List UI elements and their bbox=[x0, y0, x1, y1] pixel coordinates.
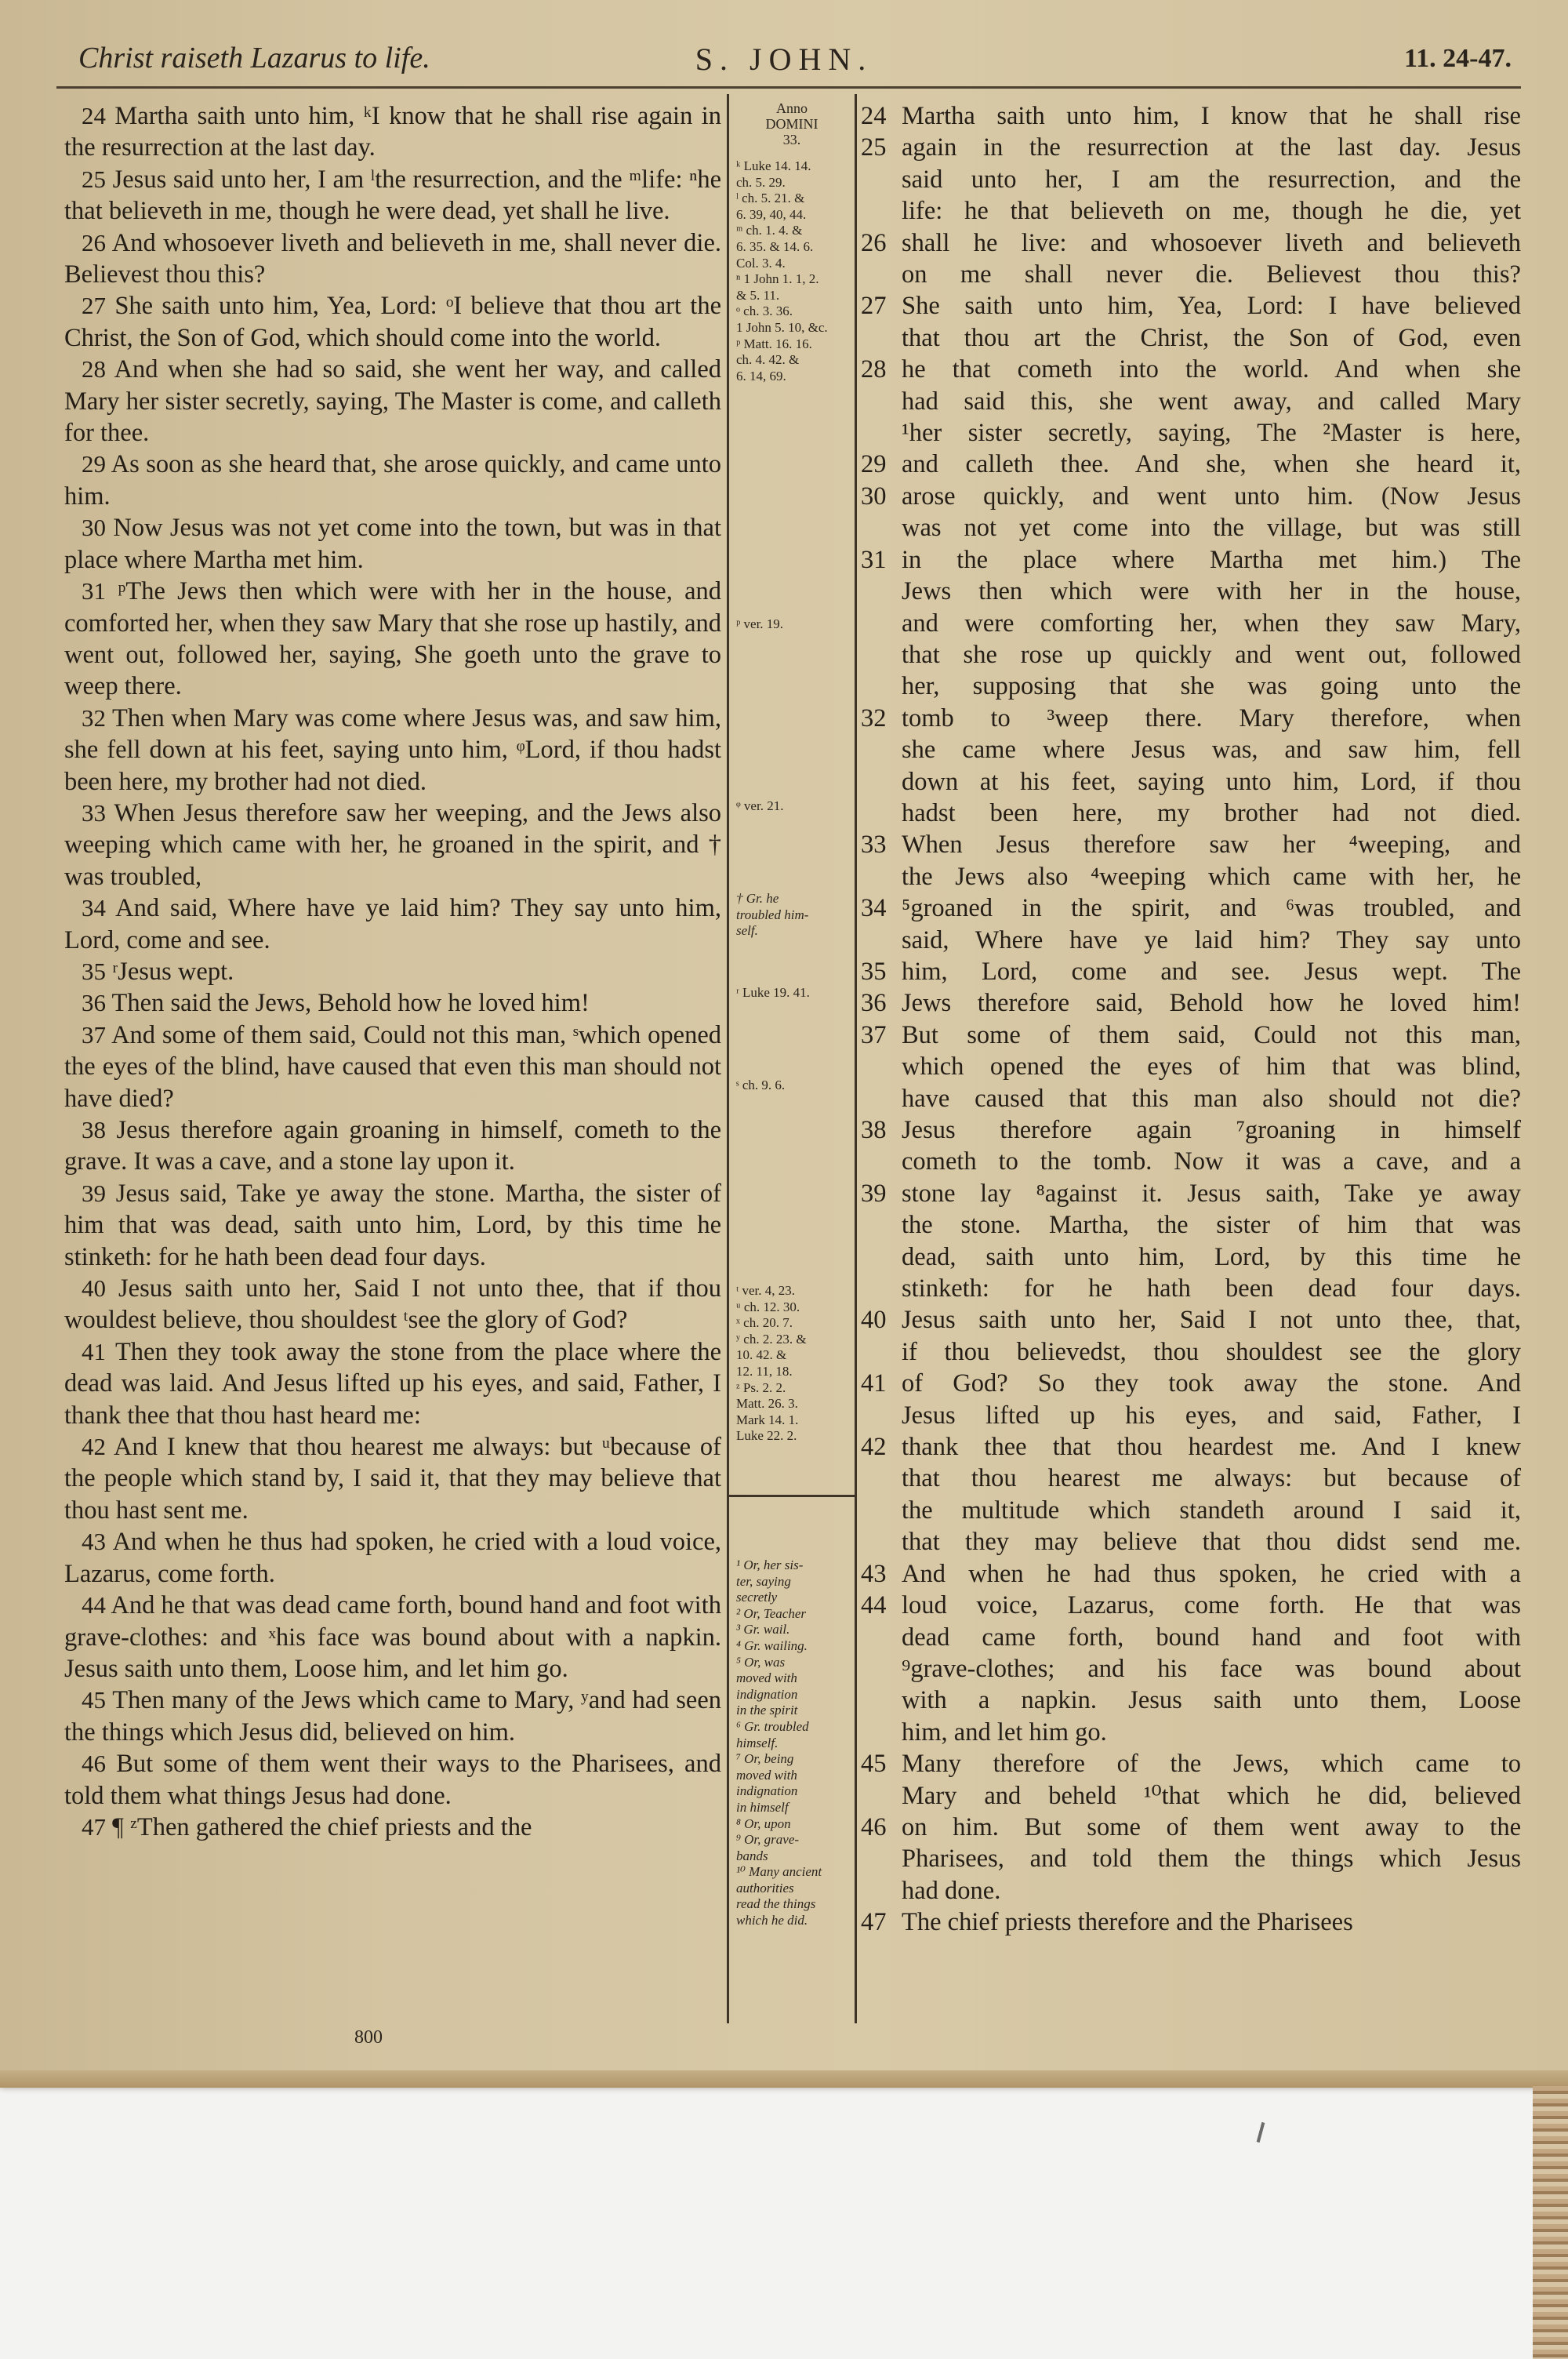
rv-line bbox=[861, 671, 1521, 702]
book-binding-edge bbox=[1533, 2086, 1568, 2359]
rv-line-text: him, and let him go. bbox=[902, 1717, 1107, 1747]
rv-line bbox=[861, 1114, 1521, 1146]
kjv-verse bbox=[64, 1526, 721, 1590]
verse-number: 37 bbox=[82, 1020, 106, 1049]
rv-line-text: him, Lord, come and see. Jesus wept. The bbox=[902, 957, 1521, 986]
rv-line-text: ¹her sister secretly, saying, The ²Master is here, bbox=[902, 419, 1521, 448]
verse-text: And whosoever liveth and believeth in me, shall never die. Believest thou this? bbox=[64, 228, 721, 289]
column-rule-left bbox=[727, 94, 729, 2023]
rv-line bbox=[861, 290, 1521, 322]
rv-line bbox=[861, 512, 1521, 543]
rv-line bbox=[861, 1622, 1521, 1653]
verse-number: 46 bbox=[82, 1750, 106, 1778]
verse-number: 27 bbox=[82, 292, 106, 320]
verse-text: Now Jesus was not yet come into the town, but was in that place where Martha met him. bbox=[64, 514, 721, 574]
verse-number: 42 bbox=[82, 1433, 106, 1461]
verse-number: 47 bbox=[82, 1812, 106, 1841]
kjv-verse bbox=[64, 1114, 721, 1178]
verse-text: But some of them went their ways to the Pharisees, and told them what things Jesus had done. bbox=[64, 1750, 721, 1810]
rv-verse-number: 37 bbox=[861, 1020, 887, 1049]
rv-line bbox=[861, 766, 1521, 798]
rv-line bbox=[861, 798, 1521, 829]
rv-verse-number: 39 bbox=[861, 1179, 887, 1208]
rv-line-text: had said this, she went away, and called Mary bbox=[902, 387, 1521, 416]
verse-number: 26 bbox=[82, 228, 106, 256]
verse-number: 36 bbox=[82, 989, 106, 1017]
rv-line-text: ⁵groaned in the spirit, and ⁶was troubled, and bbox=[902, 894, 1521, 923]
verse-number: 38 bbox=[82, 1116, 106, 1143]
header-rule bbox=[56, 86, 1521, 89]
verse-text: And when she had so said, she went her way, and called Mary her sister secretly, saying, The Master is come, and calleth for thee. bbox=[64, 355, 721, 448]
cross-reference-luke-19: ʳ Luke 19. 41. bbox=[736, 985, 810, 1000]
rv-line-text: Many therefore of the Jews, which came to bbox=[902, 1750, 1521, 1779]
verse-text: As soon as she heard that, she arose quickly, and came unto him. bbox=[64, 450, 721, 511]
rv-line-text: in the place where Martha met him.) The bbox=[902, 545, 1521, 574]
kjv-verse bbox=[64, 987, 721, 1019]
verse-text: Then when Mary was come where Jesus was, and saw him, she fell down at his feet, saying unto him, ᵠLord, if thou hadst been here, my brother had not died. bbox=[64, 703, 721, 796]
verse-number: 25 bbox=[82, 165, 106, 193]
rv-line bbox=[861, 861, 1521, 892]
verse-number: 34 bbox=[82, 894, 106, 922]
rv-line bbox=[861, 1146, 1521, 1177]
rv-line bbox=[861, 195, 1521, 227]
cross-reference-ver-21: ᵠ ver. 21. bbox=[736, 798, 784, 813]
margin-divider bbox=[729, 1495, 855, 1497]
page-edge bbox=[0, 2070, 1568, 2088]
rv-line-text: thank thee that thou heardest me. And I knew bbox=[902, 1433, 1521, 1462]
revised-version-column bbox=[861, 100, 1521, 1939]
kjv-verse bbox=[64, 449, 721, 512]
rv-line-text: he that cometh into the world. And when she bbox=[902, 355, 1521, 384]
rv-line bbox=[861, 608, 1521, 639]
verse-text: When Jesus therefore saw her weeping, and the Jews also weeping which came with her, he groaned in the spirit, and † was troubled, bbox=[64, 798, 721, 891]
rv-line bbox=[861, 1780, 1521, 1812]
rv-verse-number: 24 bbox=[861, 102, 887, 130]
greek-note: † Gr. he troubled him- self. bbox=[736, 891, 809, 939]
rv-line bbox=[861, 1273, 1521, 1304]
rv-line bbox=[861, 1685, 1521, 1716]
kjv-verse bbox=[64, 164, 721, 227]
rv-line bbox=[861, 1209, 1521, 1241]
verse-text: ᵖThe Jews then which were with her in the house, and comforted her, when they saw Mary that she rose up hastily, and went out, followed her, saying, She goeth unto the grave to weep there. bbox=[64, 577, 722, 701]
rv-line bbox=[861, 639, 1521, 671]
verse-number: 39 bbox=[82, 1179, 106, 1207]
kjv-verse bbox=[64, 1020, 721, 1114]
rv-line-text: hadst been here, my brother had not died. bbox=[902, 798, 1521, 827]
rv-line bbox=[861, 1020, 1521, 1051]
rv-line-text: have caused that this man also should not die? bbox=[902, 1084, 1521, 1113]
rv-line bbox=[861, 1336, 1521, 1368]
cross-reference-ver-19: ᵖ ver. 19. bbox=[736, 616, 784, 631]
kjv-verse bbox=[64, 227, 721, 291]
verse-text: ¶ ᶻThen gathered the chief priests and the bbox=[112, 1812, 532, 1841]
kjv-verse bbox=[64, 1748, 721, 1812]
verse-number: 35 bbox=[82, 957, 106, 985]
rv-line bbox=[861, 829, 1521, 860]
rv-line-text: and calleth thee. And she, when she heard it, bbox=[902, 450, 1521, 479]
verse-text: Jesus saith unto her, Said I not unto thee, that if thou wouldest believe, thou shouldest ᵗsee the glory of God? bbox=[64, 1274, 721, 1335]
rv-line-text: stone lay ⁸against it. Jesus saith, Take ye away bbox=[902, 1179, 1521, 1208]
rv-verse-number: 25 bbox=[861, 133, 887, 162]
verse-text: And when he thus had spoken, he cried with a loud voice, Lazarus, come forth. bbox=[64, 1528, 721, 1588]
rv-line bbox=[861, 703, 1521, 734]
rv-line bbox=[861, 132, 1521, 163]
rv-line-text: that thou art the Christ, the Son of God, even bbox=[902, 323, 1521, 352]
rv-verse-number: 31 bbox=[861, 545, 887, 574]
page-number: 800 bbox=[354, 2027, 383, 2048]
rv-line-text: Mary and beheld ¹⁰that which he did, believed bbox=[902, 1781, 1521, 1810]
cross-reference-ch-9: ˢ ch. 9. 6. bbox=[736, 1078, 786, 1092]
rv-line-text: of God? So they took away the stone. And bbox=[902, 1369, 1521, 1398]
verse-text: Then they took away the stone from the place where the dead was laid. And Jesus lifted up his eyes, and said, Father, I thank thee that thou hast heard me: bbox=[64, 1337, 722, 1430]
rv-verse-number: 40 bbox=[861, 1306, 887, 1335]
rv-line-text: the Jews also ⁴weeping which came with her, he bbox=[902, 862, 1521, 891]
rv-line bbox=[861, 1241, 1521, 1273]
kjv-verse bbox=[64, 1812, 721, 1843]
rv-line bbox=[861, 100, 1521, 132]
verse-text: She saith unto him, Yea, Lord: ᵒI believe that thou art the Christ, the Son of God, which should come into the world. bbox=[64, 292, 721, 352]
rv-line bbox=[861, 1748, 1521, 1779]
rv-line bbox=[861, 449, 1521, 480]
rv-line bbox=[861, 1812, 1521, 1843]
rv-line-text: shall he live: and whosoever liveth and believeth bbox=[902, 228, 1521, 257]
rv-line-text: dead came forth, bound hand and foot with bbox=[902, 1623, 1521, 1652]
kjv-verse bbox=[64, 892, 721, 956]
rv-line-text: cometh to the tomb. Now it was a cave, and a bbox=[902, 1147, 1521, 1176]
verse-number: 24 bbox=[82, 102, 106, 129]
rv-line-text: had done. bbox=[902, 1876, 1001, 1905]
rv-line-text: ⁹grave-clothes; and his face was bound about bbox=[902, 1654, 1521, 1683]
rv-line bbox=[861, 1083, 1521, 1114]
verse-number: 30 bbox=[82, 514, 106, 542]
rv-line-text: She saith unto him, Yea, Lord: I have believed bbox=[902, 292, 1521, 321]
rv-line-text: tomb to ³weep there. Mary therefore, when bbox=[902, 703, 1521, 732]
rv-line bbox=[861, 1558, 1521, 1590]
rv-line bbox=[861, 354, 1521, 385]
rv-line-text: Jesus therefore again ⁷groaning in himself bbox=[902, 1116, 1521, 1144]
kjv-verse bbox=[64, 1273, 721, 1336]
margin-column bbox=[733, 100, 851, 1928]
verse-text: Martha saith unto him, ᵏI know that he shall rise again in the resurrection at the last day. bbox=[64, 102, 721, 162]
rv-line-text: which opened the eyes of him that was blind, bbox=[902, 1052, 1521, 1081]
rv-verse-number: 26 bbox=[861, 228, 887, 257]
rv-line-text: on me shall never die. Believest thou this? bbox=[902, 260, 1521, 289]
verse-text: Then many of the Jews which came to Mary, ʸand had seen the things which Jesus did, believed on him. bbox=[64, 1686, 721, 1747]
anno-domini: Anno DOMINI 33. bbox=[765, 100, 818, 147]
rv-line-text: Jews therefore said, Behold how he loved him! bbox=[902, 989, 1521, 1018]
verse-number: 43 bbox=[82, 1528, 106, 1556]
rv-line bbox=[861, 259, 1521, 290]
rv-line-text: that thou hearest me always: but because of bbox=[902, 1464, 1521, 1493]
rv-line-text: life: he that believeth on me, though he die, yet bbox=[902, 197, 1521, 226]
rv-line-text: stinketh: for he hath been dead four days. bbox=[902, 1274, 1521, 1303]
rv-line bbox=[861, 1463, 1521, 1494]
rv-verse-number: 36 bbox=[861, 989, 887, 1018]
verse-number: 33 bbox=[82, 798, 106, 827]
rv-line-text: Jews then which were with her in the house, bbox=[902, 577, 1521, 606]
rv-verse-number: 34 bbox=[861, 894, 887, 923]
kjv-verse bbox=[64, 1685, 721, 1748]
rv-line-text: if thou believedst, thou shouldest see the glory bbox=[902, 1337, 1521, 1366]
verse-text: Jesus said, Take ye away the stone. Martha, the sister of him that was dead, saith unto him, Lord, by this time he stinketh: for he hath been dead four days. bbox=[64, 1179, 721, 1271]
rv-line-text: she came where Jesus was, and saw him, fell bbox=[902, 736, 1521, 765]
rv-line-text: Jesus saith unto her, Said I not unto thee, that, bbox=[902, 1306, 1521, 1335]
kjv-verse bbox=[64, 290, 721, 354]
rv-line bbox=[861, 1431, 1521, 1463]
rv-line bbox=[861, 164, 1521, 195]
rv-verse-number: 35 bbox=[861, 957, 887, 986]
rv-line bbox=[861, 576, 1521, 607]
rv-line bbox=[861, 1051, 1521, 1082]
verse-number: 40 bbox=[82, 1274, 106, 1303]
rv-verse-number: 41 bbox=[861, 1369, 887, 1398]
verse-number: 32 bbox=[82, 703, 106, 732]
rv-verse-number: 43 bbox=[861, 1559, 887, 1588]
rv-line-text: said, Where have ye laid him? They say unto bbox=[902, 925, 1521, 954]
rv-verse-number: 30 bbox=[861, 482, 887, 511]
rv-line-text: and were comforting her, when they saw Mary, bbox=[902, 609, 1521, 638]
rv-line bbox=[861, 956, 1521, 987]
verse-text: And he that was dead came forth, bound hand and foot with grave-clothes: and ˣhis face was bound about with a napkin. Jesus saith unto them, Loose him, and let him go. bbox=[64, 1591, 721, 1683]
rv-line bbox=[861, 925, 1521, 956]
rv-line-text: her, supposing that she was going unto the bbox=[902, 672, 1521, 701]
rv-line bbox=[861, 1906, 1521, 1938]
kjv-verse bbox=[64, 703, 721, 798]
verse-text: Jesus said unto her, I am ˡthe resurrection, and the ᵐlife: ⁿhe that believeth in me, though he were dead, yet shall he live. bbox=[64, 165, 721, 226]
verse-text: ʳJesus wept. bbox=[112, 957, 234, 986]
rv-line bbox=[861, 544, 1521, 576]
running-head-book: S. JOHN. bbox=[695, 42, 873, 77]
rv-line bbox=[861, 1843, 1521, 1874]
rv-line-text: The chief priests therefore and the Pharisees bbox=[902, 1908, 1353, 1937]
kjv-verse bbox=[64, 798, 721, 892]
rv-line-text: But some of them said, Could not this man, bbox=[902, 1020, 1521, 1049]
kjv-verse bbox=[64, 956, 721, 987]
rv-line-text: said unto her, I am the resurrection, and the bbox=[902, 165, 1521, 194]
kjv-verse bbox=[64, 354, 721, 449]
verse-text: Then said the Jews, Behold how he loved him! bbox=[111, 989, 590, 1018]
verse-number: 41 bbox=[82, 1337, 106, 1365]
rv-line bbox=[861, 1368, 1521, 1399]
rv-verse-number: 28 bbox=[861, 355, 887, 384]
verse-number: 45 bbox=[82, 1686, 106, 1714]
rv-line-text: that she rose up quickly and went out, followed bbox=[902, 640, 1521, 669]
rv-verse-number: 45 bbox=[861, 1750, 887, 1779]
rv-line-text: When Jesus therefore saw her ⁴weeping, and bbox=[902, 831, 1521, 860]
rv-line bbox=[861, 892, 1521, 924]
rv-line bbox=[861, 322, 1521, 354]
rv-line bbox=[861, 227, 1521, 259]
rv-line-text: with a napkin. Jesus saith unto them, Loose bbox=[902, 1686, 1521, 1715]
rv-line bbox=[861, 1400, 1521, 1431]
rv-line bbox=[861, 1178, 1521, 1209]
rv-verse-number: 47 bbox=[861, 1908, 887, 1937]
rv-line-text: that they may believe that thou didst send me. bbox=[902, 1528, 1521, 1557]
verse-text: Jesus therefore again groaning in himself, cometh to the grave. It was a cave, and a stone lay upon it. bbox=[64, 1116, 722, 1176]
rv-line bbox=[861, 1304, 1521, 1336]
rv-line-text: Pharisees, and told them the things which Jesus bbox=[902, 1845, 1521, 1874]
running-head-chapter-verses: 11. 24-47. bbox=[1404, 44, 1512, 73]
cross-references-top: ᵏ Luke 14. 14. ch. 5. 29. ˡ ch. 5. 21. & 6. 39, 40, 44. ᵐ ch. 1. 4. & 6. 35. & 14. 6. Col. 3. 4. ⁿ 1 John 1. 1, 2. & 5. 11. ᵒ ch. 3. 36. 1 John 5. 10, &c. ᵖ Matt. 16. 16. ch. 4. 42. & 6. 14, 69. bbox=[736, 158, 828, 383]
rv-line-text: And when he had thus spoken, he cried with a bbox=[902, 1559, 1521, 1588]
verse-number: 28 bbox=[82, 355, 106, 383]
kjv-verse bbox=[64, 576, 721, 703]
rv-line-text: was not yet come into the village, but was still bbox=[902, 514, 1521, 543]
kjv-verse bbox=[64, 1431, 721, 1526]
rv-line-text: Jesus lifted up his eyes, and said, Father, I bbox=[902, 1401, 1521, 1430]
rv-line-text: down at his feet, saying unto him, Lord, if thou bbox=[902, 767, 1521, 796]
column-rule-right bbox=[855, 94, 857, 2023]
rv-line-text: again in the resurrection at the last day. Jesus bbox=[902, 133, 1521, 162]
kjv-verse bbox=[64, 1178, 721, 1273]
verse-number: 44 bbox=[82, 1591, 106, 1619]
rv-line bbox=[861, 734, 1521, 765]
rv-verse-number: 44 bbox=[861, 1591, 887, 1620]
rv-line bbox=[861, 386, 1521, 417]
rv-line-text: the multitude which standeth around I said it, bbox=[902, 1496, 1521, 1525]
running-head-left: Christ raiseth Lazarus to life. bbox=[78, 42, 430, 75]
rv-line-text: loud voice, Lazarus, come forth. He that was bbox=[902, 1591, 1521, 1620]
revised-version-notes: ¹ Or, her sis- ter, saying secretly ² Or, Teacher ³ Gr. wail. ⁴ Gr. wailing. ⁵ Or, was moved with indignation in the spirit ⁶ Gr. troubled himself. ⁷ Or, being moved with indignation in himself ⁸ Or, upon ⁹ Or, grave- bands ¹⁰ Many ancient authorities read the things which he did. bbox=[736, 1558, 822, 1928]
rv-line bbox=[861, 1875, 1521, 1906]
rv-line-text: Martha saith unto him, I know that he shall rise bbox=[902, 102, 1521, 130]
rv-verse-number: 27 bbox=[861, 292, 887, 321]
rv-line bbox=[861, 1590, 1521, 1621]
rv-verse-number: 29 bbox=[861, 450, 887, 479]
pen-mark bbox=[1257, 2122, 1265, 2143]
rv-verse-number: 42 bbox=[861, 1433, 887, 1462]
rv-line-text: the stone. Martha, the sister of him that was bbox=[902, 1211, 1521, 1240]
rv-line bbox=[861, 417, 1521, 449]
kjv-verse bbox=[64, 512, 721, 576]
kjv-verse bbox=[64, 100, 721, 164]
verse-text: And I knew that thou hearest me always: but ᵘbecause of the people which stand by, I said it, that they may believe that thou hast sent me. bbox=[64, 1433, 721, 1525]
rv-verse-number: 46 bbox=[861, 1812, 887, 1841]
verse-number: 29 bbox=[82, 450, 106, 478]
rv-line bbox=[861, 481, 1521, 512]
rv-line-text: dead, saith unto him, Lord, by this time he bbox=[902, 1242, 1521, 1271]
verse-number: 31 bbox=[82, 577, 106, 605]
rv-verse-number: 32 bbox=[861, 703, 887, 732]
kjv-verse bbox=[64, 1590, 721, 1685]
rv-line-text: on him. But some of them went away to the bbox=[902, 1812, 1521, 1841]
rv-line bbox=[861, 1495, 1521, 1526]
kjv-column bbox=[64, 100, 721, 1843]
rv-line-text: arose quickly, and went unto him. (Now Jesus bbox=[902, 482, 1521, 511]
kjv-verse bbox=[64, 1336, 721, 1431]
rv-line bbox=[861, 1653, 1521, 1685]
rv-line bbox=[861, 1717, 1521, 1748]
cross-references-middle: ᵗ ver. 4, 23. ᵘ ch. 12. 30. ˣ ch. 20. 7. ʸ ch. 2. 23. & 10. 42. & 12. 11, 18. ᶻ Ps. 2. 2. Matt. 26. 3. Mark 14. 1. Luke 22. 2. bbox=[736, 1283, 807, 1444]
verse-text: And said, Where have ye laid him? They say unto him, Lord, come and see. bbox=[64, 894, 721, 954]
rv-line bbox=[861, 987, 1521, 1019]
rv-verse-number: 38 bbox=[861, 1116, 887, 1144]
rv-line bbox=[861, 1526, 1521, 1558]
rv-verse-number: 33 bbox=[861, 831, 887, 860]
verse-text: And some of them said, Could not this man, ˢwhich opened the eyes of the blind, have caused that even this man should not have died? bbox=[64, 1020, 721, 1113]
